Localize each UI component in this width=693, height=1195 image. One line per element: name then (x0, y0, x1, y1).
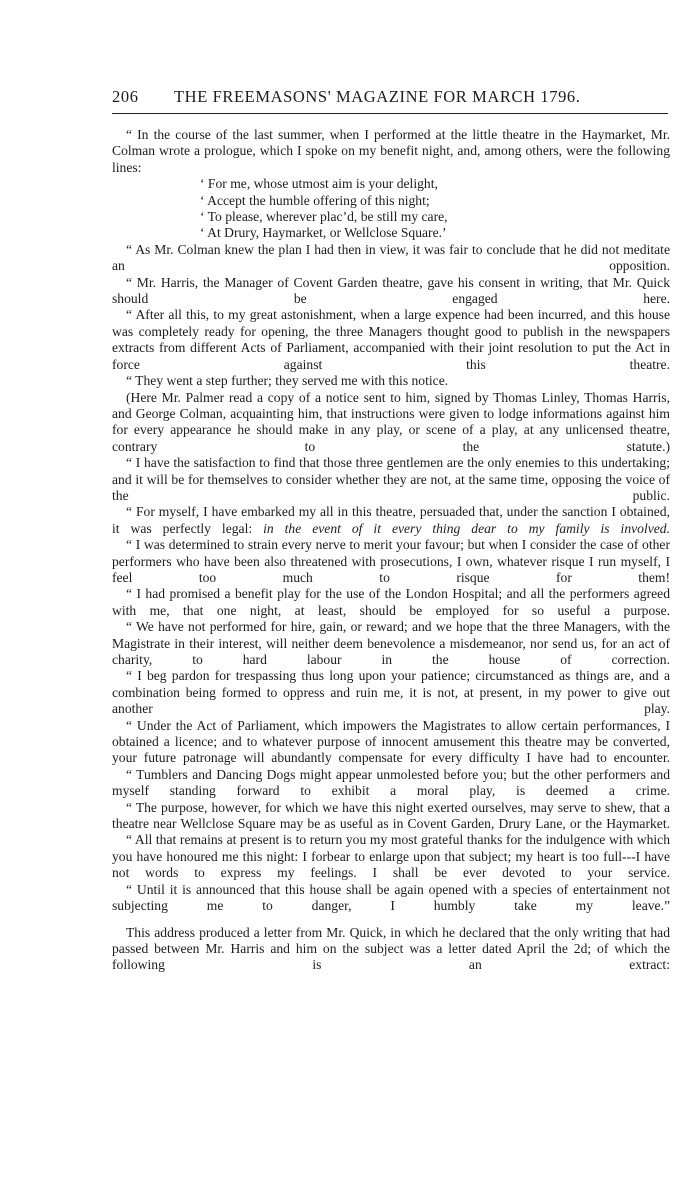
paragraph: “ Mr. Harris, the Manager of Covent Garden theatre, gave his consent in writing, that Mr. Quick should be engaged here. (112, 274, 670, 307)
paragraph: “ The purpose, however, for which we have this night exerted ourselves, may serve to shew, that a theatre near Wellclose Square may be as useful as in Covent Garden, Drury Lane, or the Haymarket. (112, 799, 670, 832)
verse-line: ‘ Accept the humble offering of this night; (200, 192, 430, 208)
spacer (112, 915, 670, 925)
paragraph: (Here Mr. Palmer read a copy of a notice sent to him, signed by Thomas Linley, Thomas Harris, and George Colman, acquainting him, that instructions were given to lodge informations against him for every appearance he should make in any play, or scene of a play, at any unlicensed theatre, contrary to the statute.) (112, 389, 670, 454)
page-header (112, 87, 672, 109)
paragraph (112, 504, 670, 537)
paragraph: “ All that remains at present is to return you my most grateful thanks for the indulgence with which you have honoured me this night: I forbear to enlarge upon that subject; my heart is too full---I have not words to express my feelings. I shall be ever devoted to your service. (112, 832, 670, 881)
paragraph: “ As Mr. Colman knew the plan I had then in view, it was fair to conclude that he did not meditate an opposition. (112, 241, 670, 274)
verse-line: ‘ To please, wherever plac’d, be still my care, (200, 209, 448, 225)
header-rule (112, 113, 668, 114)
verse-line: ‘ At Drury, Haymarket, or Wellclose Square.’ (200, 225, 447, 241)
paragraph: This address produced a letter from Mr. Quick, in which he declared that the only writing that had passed between Mr. Harris and him on the subject was a letter dated April the 2d; of which the following is an extract: (112, 924, 670, 973)
paragraph-text: “ For myself, I have embarked my all in this theatre, persuaded that, under the sanction I obtained, it was perfectly legal: (112, 504, 670, 536)
paragraph: “ I had promised a benefit play for the use of the London Hospital; and all the performers agreed with me, that one night, at least, should be employed for so useful a purpose. (112, 586, 670, 618)
paragraph: “ Tumblers and Dancing Dogs might appear unmolested before you; but the other performers and myself standing forward to exhibit a moral play, is deemed a crime. (112, 766, 670, 799)
paragraph: “ Under the Act of Parliament, which impowers the Magistrates to allow certain performances, I obtained a licence; and to whatever purpose of innocent amusement this theatre may be converted, your future patronage will abundantly compensate for every difficulty I have had to encounter. (112, 717, 670, 766)
verse-line: ‘ For me, whose utmost aim is your delight, (200, 176, 438, 192)
paragraph: “ After all this, to my great astonishment, when a large expence had been incurred, and this house was completely ready for opening, the three Managers thought good to publish in the newspapers extracts from different Acts of Parliament, accompanied with their joint resolution to put the Act in force against this theatre. (112, 307, 670, 372)
article-body (112, 127, 670, 974)
page-number: 206 (112, 87, 139, 106)
paragraph: “ I beg pardon for trespassing thus long upon your patience; circumstanced as things are, and a combination being formed to oppress and ruin me, it is not, at present, in my power to give out another play. (112, 668, 670, 717)
paragraph: “ In the course of the last summer, when I performed at the little theatre in the Haymarket, Mr. Colman wrote a prologue, which I spoke on my benefit night, and, among others, were the following lines: (112, 127, 670, 175)
running-title: THE FREEMASONS' MAGAZINE FOR MARCH 1796. (174, 87, 581, 106)
paragraph: “ We have not performed for hire, gain, or reward; and we hope that the three Managers, with the Magistrate in their interest, will neither deem benevolence a misdemeanor, nor send us, for an act of charity, to hard labour in the house of correction. (112, 619, 670, 667)
paragraph: “ They went a step further; they served me with this notice. (126, 373, 449, 389)
prologue-verse (200, 176, 670, 242)
paragraph: “ Until it is announced that this house shall be again opened with a species of entertainment not subjecting me to danger, I humbly take my leave.” (112, 881, 670, 914)
italic-text: in the event of it every thing dear to my family is involved. (263, 520, 670, 536)
paragraph: “ I was determined to strain every nerve to merit your favour; but when I consider the case of other performers who have been also threatened with prosecutions, I own, whatever risque I run myself, I feel too much to risque for them! (112, 537, 670, 585)
paragraph: “ I have the satisfaction to find that those three gentlemen are the only enemies to this undertaking; and it will be for themselves to consider whether they are not, at the same time, opposing the voice of the public. (112, 455, 670, 503)
